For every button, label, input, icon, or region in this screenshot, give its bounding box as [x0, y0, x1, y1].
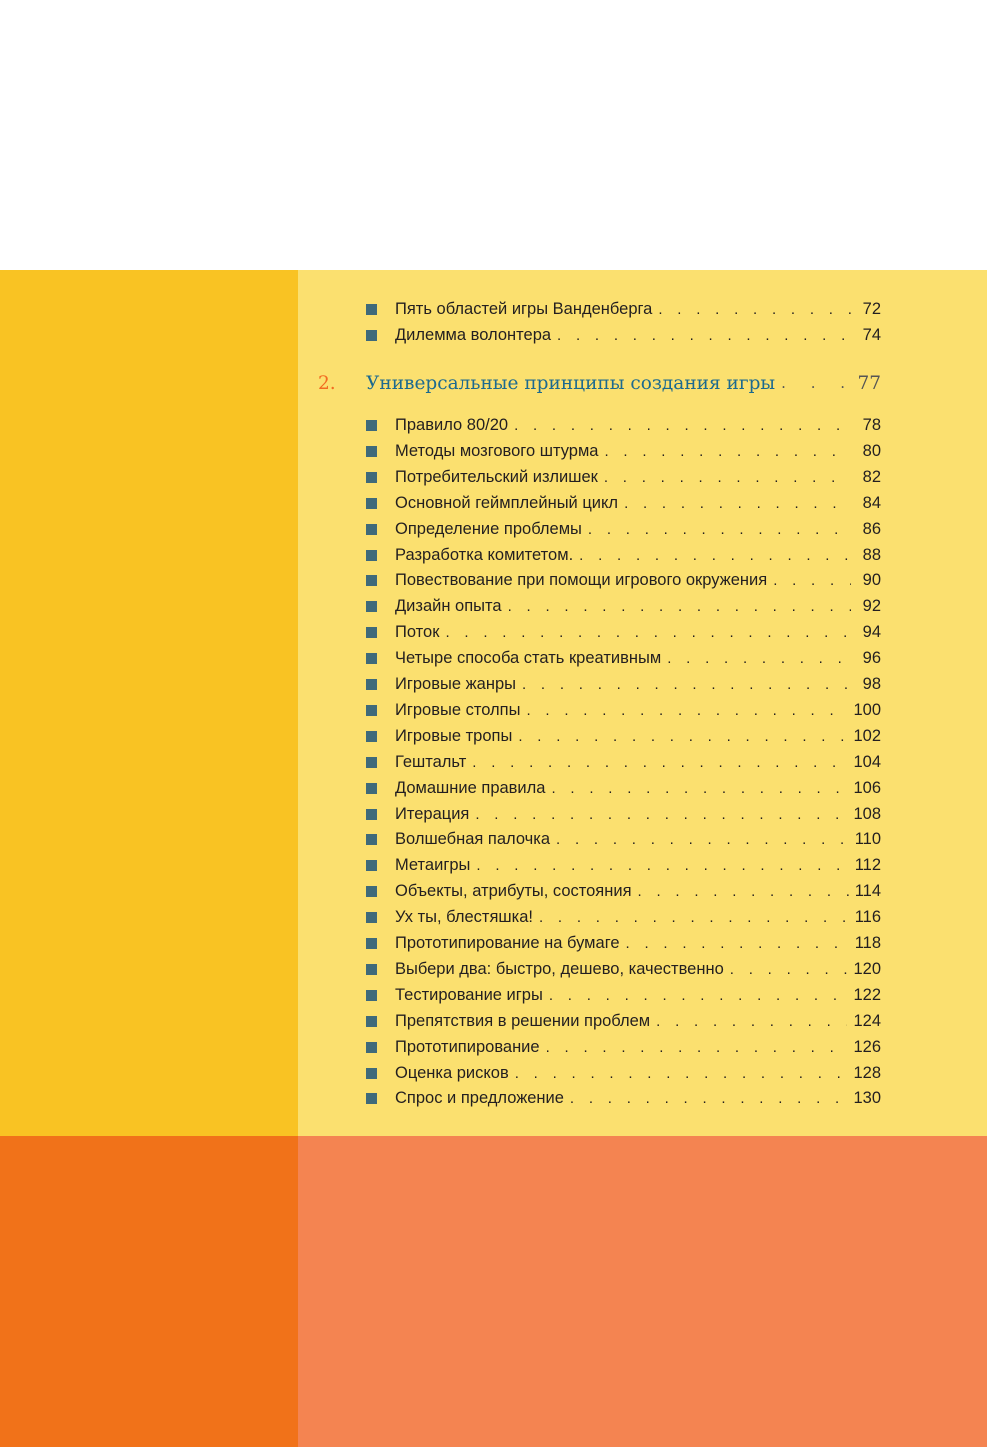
square-bullet-icon: [366, 550, 377, 561]
square-bullet-icon: [366, 498, 377, 509]
toc-entry-title: Оценка рисков: [395, 1063, 509, 1082]
toc-entry-title: Игровые столпы: [395, 700, 521, 719]
toc-entry[interactable]: [366, 671, 881, 697]
top-white-area: [0, 0, 987, 270]
toc-entry-page: 128: [853, 1063, 881, 1082]
dot-leader: [514, 417, 851, 434]
toc-entry-title: Игровые тропы: [395, 726, 513, 745]
square-bullet-icon: [366, 575, 377, 586]
dot-leader: [472, 754, 847, 771]
toc-entry-title: Прототипирование на бумаге: [395, 933, 620, 952]
toc-entry-title: Игровые жанры: [395, 674, 516, 693]
toc-entry-title: Четыре способа стать креативным: [395, 648, 662, 667]
toc-entry[interactable]: [366, 296, 881, 322]
toc-entry-page: 82: [862, 467, 881, 486]
toc-entry-page: 102: [853, 726, 881, 745]
toc-entry-title: Итерация: [395, 804, 470, 823]
dot-leader: [551, 780, 847, 797]
toc-entry-title: Гештальт: [395, 752, 467, 771]
toc-entry-title: Методы мозгового штурма: [395, 441, 599, 460]
toc-entry[interactable]: [366, 1060, 881, 1086]
toc-entry-page: 110: [854, 829, 881, 848]
toc-entry[interactable]: [366, 438, 881, 464]
toc-entry[interactable]: [366, 1034, 881, 1060]
toc-entry-page: 84: [862, 493, 881, 512]
dot-leader: [658, 301, 851, 318]
square-bullet-icon: [366, 783, 377, 794]
toc-entry[interactable]: [366, 826, 881, 852]
toc-entry-title: Метаигры: [395, 855, 471, 874]
dot-leader: [549, 987, 848, 1004]
dot-leader: [781, 374, 851, 392]
square-bullet-icon: [366, 834, 377, 845]
toc-entry[interactable]: [366, 852, 881, 878]
dot-leader: [624, 495, 851, 512]
toc-entry-page: 124: [853, 1011, 881, 1030]
dot-leader: [508, 598, 851, 615]
toc-entry-title: Препятствия в решении проблем: [395, 1011, 651, 1030]
square-bullet-icon: [366, 1016, 377, 1027]
dot-leader: [476, 857, 848, 874]
toc-entry[interactable]: [366, 619, 881, 645]
toc-entry-page: 122: [853, 985, 881, 1004]
dot-leader: [515, 1065, 848, 1082]
toc-entry-page: 88: [862, 545, 881, 564]
toc-entry-page: 72: [862, 299, 881, 318]
toc-entry-title: Выбери два: быстро, дешево, качественно: [395, 959, 724, 978]
dot-leader: [604, 469, 851, 486]
dot-leader: [638, 883, 849, 900]
toc-entry[interactable]: [366, 801, 881, 827]
toc-entry-title: Поток: [395, 622, 440, 641]
toc-entry-page: 126: [853, 1037, 881, 1056]
toc-entry-page: 100: [853, 700, 881, 719]
square-bullet-icon: [366, 446, 377, 457]
toc-entry-page: 80: [862, 441, 881, 460]
toc-entry[interactable]: [366, 322, 881, 348]
toc-entry-title: Объекты, атрибуты, состояния: [395, 881, 632, 900]
dot-leader: [526, 702, 847, 719]
toc-entry[interactable]: [366, 697, 881, 723]
square-bullet-icon: [366, 601, 377, 612]
toc-entry[interactable]: [366, 516, 881, 542]
square-bullet-icon: [366, 860, 377, 871]
toc-entry-page: 118: [854, 933, 881, 952]
toc-entry-page: 74: [862, 325, 881, 344]
toc-entry-page: 120: [853, 959, 881, 978]
toc-entry-page: 116: [854, 907, 881, 926]
toc-entry[interactable]: [366, 775, 881, 801]
toc-entry-page: 90: [862, 570, 881, 589]
square-bullet-icon: [366, 420, 377, 431]
dot-leader: [556, 831, 849, 848]
square-bullet-icon: [366, 653, 377, 664]
toc-entry[interactable]: [366, 412, 881, 438]
toc-entry-page: 98: [862, 674, 881, 693]
square-bullet-icon: [366, 679, 377, 690]
toc-entry-title: Тестирование игры: [395, 985, 543, 1004]
dot-leader: [445, 624, 851, 641]
dot-leader: [656, 1013, 847, 1030]
dot-leader: [518, 728, 847, 745]
toc-entry[interactable]: [366, 930, 881, 956]
square-bullet-icon: [366, 886, 377, 897]
dot-leader: [539, 909, 849, 926]
toc-entry[interactable]: [366, 645, 881, 671]
square-bullet-icon: [366, 1068, 377, 1079]
toc-entry-page: 96: [862, 648, 881, 667]
toc-entry-page: 78: [862, 415, 881, 434]
toc-entry-title: Повествование при помощи игрового окружения: [395, 570, 768, 589]
toc-entry[interactable]: [366, 723, 881, 749]
toc-entry-page: 114: [854, 881, 881, 900]
dot-leader: [570, 1090, 848, 1107]
chapter-title: Универсальные принципы создания игры: [366, 372, 776, 394]
left-orange-panel: [0, 1136, 298, 1447]
toc-entry[interactable]: [366, 567, 881, 593]
chapter-page: 77: [857, 372, 881, 394]
toc-entry-page: 112: [854, 855, 881, 874]
toc-entry[interactable]: [366, 1008, 881, 1034]
dot-leader: [667, 650, 851, 667]
toc-entry-title: Домашние правила: [395, 778, 546, 797]
toc-entry-title: Прототипирование: [395, 1037, 540, 1056]
toc-entry-title: Основной геймплейный цикл: [395, 493, 619, 512]
toc-entry[interactable]: [366, 878, 881, 904]
toc-entry[interactable]: [366, 1085, 881, 1111]
square-bullet-icon: [366, 912, 377, 923]
toc-entry[interactable]: [366, 904, 881, 930]
toc-entry[interactable]: [366, 593, 881, 619]
right-orange-panel: [298, 1136, 987, 1447]
toc-entry-page: 106: [853, 778, 881, 797]
dot-leader: [475, 806, 847, 823]
square-bullet-icon: [366, 990, 377, 1001]
toc-entry-title: Пять областей игры Ванденберга: [395, 299, 653, 318]
toc-entry[interactable]: [366, 464, 881, 490]
dot-leader: [626, 935, 849, 952]
square-bullet-icon: [366, 1042, 377, 1053]
square-bullet-icon: [366, 472, 377, 483]
toc-entry-page: 108: [853, 804, 881, 823]
toc-entry-title: Правило 80/20: [395, 415, 509, 434]
square-bullet-icon: [366, 304, 377, 315]
square-bullet-icon: [366, 964, 377, 975]
toc-entry-page: 130: [853, 1088, 881, 1107]
dot-leader: [579, 547, 851, 564]
toc-entry[interactable]: [366, 982, 881, 1008]
toc-entry-page: 92: [862, 596, 881, 615]
toc-entry-title: Волшебная палочка: [395, 829, 551, 848]
dot-leader: [604, 443, 851, 460]
toc-entry-page: 86: [862, 519, 881, 538]
dot-leader: [588, 521, 851, 538]
square-bullet-icon: [366, 524, 377, 535]
square-bullet-icon: [366, 1093, 377, 1104]
toc-entry-title: Потребительский излишек: [395, 467, 598, 486]
square-bullet-icon: [366, 731, 377, 742]
toc-entry[interactable]: [366, 490, 881, 516]
dot-leader: [730, 961, 848, 978]
toc-entry[interactable]: [366, 542, 881, 568]
dot-leader: [773, 572, 851, 589]
dot-leader: [557, 327, 851, 344]
toc-entry-title: Спрос и предложение: [395, 1088, 564, 1107]
toc-entry[interactable]: [366, 749, 881, 775]
toc-entry-title: Разработка комитетом.: [395, 545, 574, 564]
left-yellow-panel: [0, 270, 298, 1136]
toc-entry[interactable]: [366, 956, 881, 982]
chapter-heading[interactable]: [318, 368, 881, 398]
square-bullet-icon: [366, 938, 377, 949]
square-bullet-icon: [366, 705, 377, 716]
toc-entry-title: Ух ты, блестяшка!: [395, 907, 533, 926]
toc-entry-page: 94: [862, 622, 881, 641]
square-bullet-icon: [366, 627, 377, 638]
square-bullet-icon: [366, 757, 377, 768]
dot-leader: [546, 1039, 848, 1056]
dot-leader: [522, 676, 851, 693]
toc-entry-title: Дизайн опыта: [395, 596, 502, 615]
square-bullet-icon: [366, 330, 377, 341]
toc-entry-page: 104: [853, 752, 881, 771]
chapter-number: 2.: [318, 372, 336, 394]
toc-entry-title: Определение проблемы: [395, 519, 582, 538]
toc-entry-title: Дилемма волонтера: [395, 325, 552, 344]
square-bullet-icon: [366, 809, 377, 820]
